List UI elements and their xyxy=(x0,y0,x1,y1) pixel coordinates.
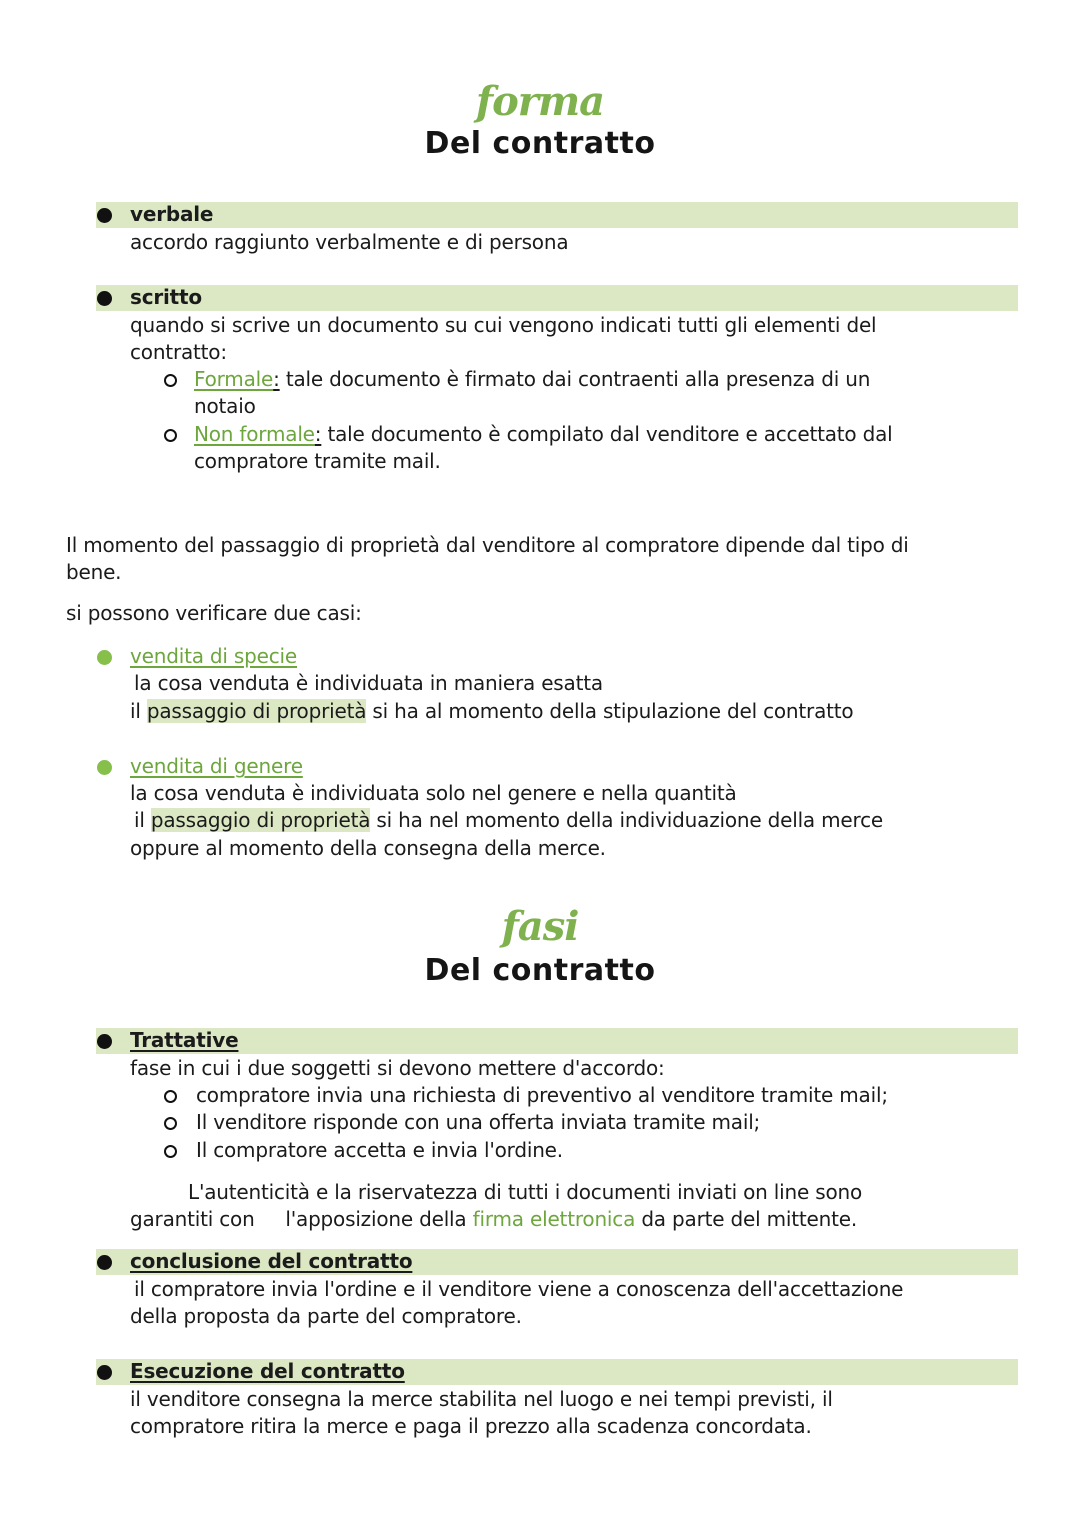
specie-line1: la cosa venduta è individuata in maniera esatta xyxy=(134,671,603,695)
trattative-item-2: Il venditore risponde con una offerta inviata tramite mail; xyxy=(196,1110,761,1134)
scritto-desc-line2: contratto: xyxy=(130,340,227,364)
non-formale-sep: : xyxy=(314,422,322,446)
green-bullet-dot-icon xyxy=(97,650,112,665)
passaggio-para-line1: Il momento del passaggio di proprietà dal venditore al compratore dipende dal tipo di xyxy=(66,533,909,557)
firma-elettronica-term: firma elettronica xyxy=(472,1207,636,1231)
firma-note-line2 xyxy=(130,1206,857,1233)
conclusione-label: conclusione del contratto xyxy=(130,1249,413,1273)
conclusione-line2: della proposta da parte del compratore. xyxy=(130,1304,522,1328)
genere-highlight: passaggio di proprietà xyxy=(150,808,371,832)
specie-label: vendita di specie xyxy=(130,644,298,668)
scritto-highlight-band xyxy=(96,285,1018,311)
conclusione-line1: il compratore invia l'ordine e il venditore viene a conoscenza dell'accettazione xyxy=(134,1277,904,1301)
genere-line3: oppure al momento della consegna della merce. xyxy=(130,836,606,860)
genere-label: vendita di genere xyxy=(130,754,303,778)
green-bullet-dot-icon xyxy=(97,760,112,775)
specie-line2 xyxy=(130,698,853,725)
specie-line2-pre: il xyxy=(130,699,147,723)
passaggio-para-line2: bene. xyxy=(66,560,122,584)
sub-bullet-circle-icon xyxy=(164,1117,177,1130)
bullet-dot-icon xyxy=(97,1365,112,1380)
firma-note-post: da parte del mittente. xyxy=(635,1207,858,1231)
sub-bullet-circle-icon xyxy=(164,429,177,442)
fasi-script-title: fasi xyxy=(501,903,579,950)
trattative-desc: fase in cui i due soggetti si devono mettere d'accordo: xyxy=(130,1056,665,1080)
esecuzione-line2: compratore ritira la merce e paga il prezzo alla scadenza concordata. xyxy=(130,1414,812,1438)
trattative-label: Trattative xyxy=(130,1028,239,1052)
sub-bullet-circle-icon xyxy=(164,374,177,387)
genere-line2 xyxy=(134,807,883,834)
forma-heading: Del contratto xyxy=(424,126,656,161)
scritto-label: scritto xyxy=(130,285,202,309)
bullet-dot-icon xyxy=(97,1255,112,1270)
verbale-highlight-band xyxy=(96,202,1018,228)
formale-line1 xyxy=(194,366,870,393)
formale-line2: notaio xyxy=(194,394,256,418)
casi-intro: si possono verificare due casi: xyxy=(66,601,362,625)
formale-text: tale documento è firmato dai contraenti alla presenza di un xyxy=(279,367,871,391)
formale-sep: : xyxy=(273,367,280,391)
firma-note-line1: L'autenticità e la riservatezza di tutti i documenti inviati on line sono xyxy=(188,1180,862,1204)
genere-line2-post: si ha nel momento della individuazione della merce xyxy=(370,808,884,832)
non-formale-line1 xyxy=(194,421,893,448)
bullet-dot-icon xyxy=(97,1034,112,1049)
trattative-item-1: compratore invia una richiesta di preventivo al venditore tramite mail; xyxy=(196,1083,888,1107)
verbale-desc: accordo raggiunto verbalmente e di persona xyxy=(130,230,569,254)
bullet-dot-icon xyxy=(97,208,112,223)
non-formale-label: Non formale xyxy=(194,422,315,446)
specie-line2-post: si ha al momento della stipulazione del contratto xyxy=(366,699,854,723)
verbale-label: verbale xyxy=(130,202,214,226)
fasi-heading: Del contratto xyxy=(424,953,656,988)
esecuzione-line1: il venditore consegna la merce stabilita nel luogo e nei tempi previsti, il xyxy=(130,1387,833,1411)
bullet-dot-icon xyxy=(97,291,112,306)
scritto-desc-line1: quando si scrive un documento su cui vengono indicati tutti gli elementi del xyxy=(130,313,877,337)
non-formale-text: tale documento è compilato dal venditore e accettato dal xyxy=(321,422,893,446)
forma-script-title: forma xyxy=(475,78,605,125)
specie-highlight: passaggio di proprietà xyxy=(146,699,367,723)
sub-bullet-circle-icon xyxy=(164,1145,177,1158)
trattative-item-3: Il compratore accetta e invia l'ordine. xyxy=(196,1138,563,1162)
genere-line1: la cosa venduta è individuata solo nel genere e nella quantità xyxy=(130,781,737,805)
esecuzione-label: Esecuzione del contratto xyxy=(130,1359,405,1383)
formale-label: Formale xyxy=(194,367,274,391)
sub-bullet-circle-icon xyxy=(164,1090,177,1103)
genere-line2-pre: il xyxy=(134,808,151,832)
firma-note-pre: garantiti con l'apposizione della xyxy=(130,1207,473,1231)
non-formale-line2: compratore tramite mail. xyxy=(194,449,441,473)
